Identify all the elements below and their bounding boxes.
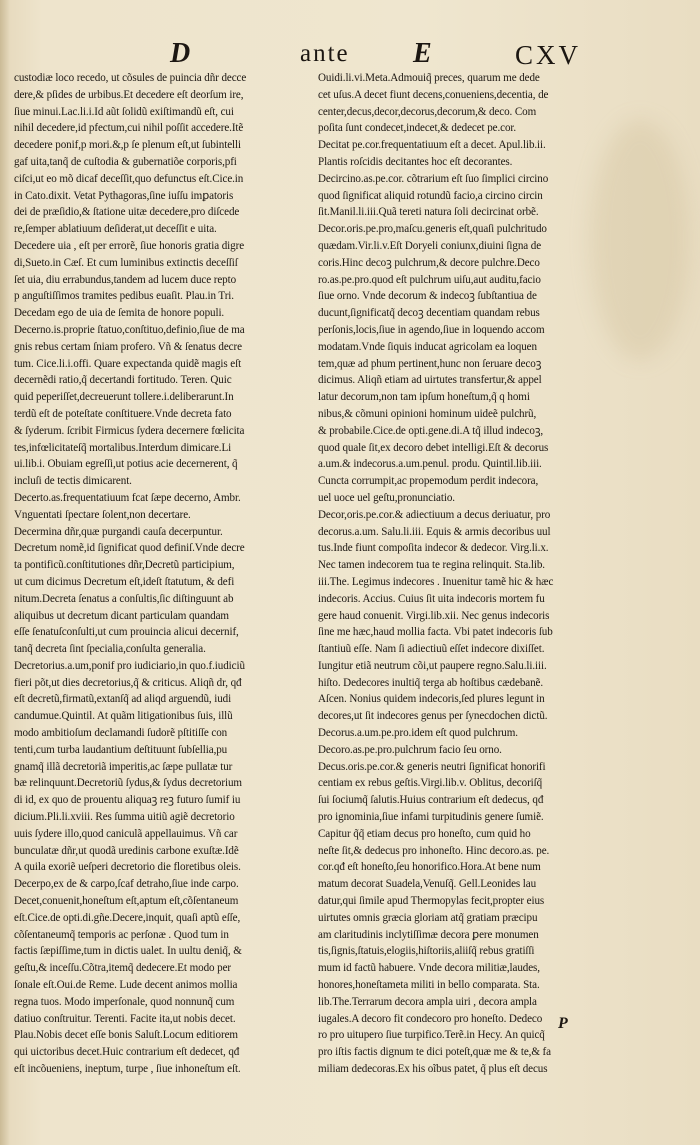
text-line: lib.The.Terrarum decora ampla uiri , decora ampla — [318, 995, 537, 1008]
text-line: Decerto.as.frequentatiuum fcat ſæpe decerno, Ambr. — [14, 491, 241, 504]
text-line: ta pontificũ.conſtitutiones dñr,Decretũ participium, — [14, 559, 235, 572]
text-line: gnis rebus certam ſniam profero. Vñ & ſenatus decre — [14, 340, 242, 353]
text-line: A quila exoriẽ ueſperi decretorio die floretibus oleis. — [14, 861, 241, 874]
text-line: terdũ eſt de poteſtate conſtituere.Vnde decreta fato — [14, 407, 232, 420]
text-line: Vnguentati ſpectare ſolent,non decertare. — [14, 508, 191, 521]
text-line: am claritudinis inclytiſſimæ decora ꝑere monumen — [318, 928, 539, 941]
text-line: modatam.Vnde ſiquis inducat agricolam ea loquen — [318, 340, 537, 353]
text-line: dei de præſidio,& ſtatione uitæ decedere,pro diſcede — [14, 206, 240, 219]
text-line: Decorus.a.um.pe.pro.idem eſt quod pulchrum. — [318, 727, 518, 740]
text-line: coris.Hinc decoꝫ pulchrum,& decore pulchre.Deco — [318, 256, 540, 269]
text-line: eſt.Cice.de opti.di.gñe.Decere,inquit, quaſi aptũ eſſe, — [14, 911, 241, 924]
text-line: nitum.Decreta ſenatus a conſultis,ſic diſtinguunt ab — [14, 592, 234, 605]
text-line: tes,infœlicitateſq̃ mortalibus.Interdum dimicare.Li — [14, 441, 232, 454]
text-line: honores,honeſtameta militi in bello comparata. Sta. — [318, 979, 540, 992]
text-line: Decoro.as.pe.pro.pulchrum facio ſeu orno. — [318, 743, 502, 756]
text-line: ro pro uitupero ſiue turpifico.Terẽ.in Hecy. An quicq̃ — [318, 1029, 545, 1042]
text-line: nibus,& cõmuni opinioni hominum uideẽ pulchrũ, — [318, 407, 537, 420]
text-line: ſui ſociumq̃ ſalutis.Huius contrarium eſt dedecus, qđ — [318, 794, 544, 807]
text-line: datur,qui ſimile apud Thermopylas fecit,propter eius — [318, 895, 545, 908]
text-line: Plau.Nobis decet eſſe bonis Saluſt.Locum editiorem — [14, 1029, 238, 1042]
text-line: incluſi de tectis dimicarent. — [14, 475, 132, 488]
text-line: qui uictoribus decet.Huic contrarium eſt dedecet, qđ — [14, 1046, 240, 1059]
text-line: custodiæ loco recedo, ut cõsules de puincia dñr decce — [14, 72, 247, 84]
text-line: ſiue minui.Lac.li.i.Id aũt ſolidũ exiſtimandũ eſt, cui — [14, 105, 234, 118]
text-line: pro iſtis factis dignum te dici poteſt,quæ me & te,& fa — [318, 1046, 551, 1059]
text-line: gnamq̃ illã decretoriã imperitis,ac ſæpe pullatæ tur — [14, 760, 233, 773]
text-line: perſonis,locis,ſiue in agendo,ſiue in loquendo accom — [318, 323, 545, 336]
text-line: ſine me hæc,haud mollia facta. Vbi patet indecoris ſub — [318, 626, 553, 639]
text-line: uel uoce uel geſtu,pronunciatio. — [318, 491, 455, 504]
text-line: di id, ex quo de prouentu aliquaꝫ reꝫ futuro ſumif iu — [14, 794, 241, 807]
text-line: Cuncta corrumpit,ac propemodum perdit indecora, — [318, 475, 539, 488]
text-line: Decet,conuenit,honeſtum eſt,aptum eſt,cõſentaneum — [14, 895, 239, 908]
text-line: Aſcen. Nonius quidem indecoris,ſed plures legunt in — [318, 693, 545, 706]
text-line: ſtantiuũ eſſe. Nam ſi adiectiuũ eſſet indecore dixiſſet. — [318, 643, 545, 656]
header-initial-left: D — [170, 38, 191, 69]
text-line: pro ignominia,ſiue infami turpitudinis genere ſumiẽ. — [318, 811, 544, 824]
text-line: decernẽdi ratio,q̃ decertandi fortitudo. Teren. Quic — [14, 374, 232, 387]
text-line: Decerno.is.proprie ſtatuo,conſtituo,definio,ſiue de ma — [14, 323, 245, 336]
text-line: datiuo conſtruitur. Terenti. Facite ita,ut nobis decet. — [14, 1012, 236, 1025]
text-line: miliam dedecoras.Ex his oĩbus patet, q̃ plus eſt decus — [318, 1063, 548, 1076]
text-line: di,Sueto.in Cæſ. Et cum luminibus extinctis deceſſiſ — [14, 256, 238, 269]
text-line: regna tuos. Modo imperſonale, quod nonnunq̃ cum — [14, 995, 235, 1008]
text-line: fieri põt,ut dies decretorius,q̃ & criticus. Aliqñ dr, qđ — [14, 676, 242, 689]
text-line: decores,ut ſit indecores genus per ſynecdochen dictũ. — [318, 710, 548, 723]
text-line: Decerpo,ex de & carpo,ſcaf detraho,ſiue inde carpo. — [14, 878, 239, 891]
text-line: gere haud conuenit. Virgi.lib.xii. Nec genus indecoris — [318, 609, 550, 622]
text-line: Iungitur etiã neutrum cõi,ut paupere regno.Salu.li.iii. — [318, 659, 547, 672]
text-line: center,decus,decor,decorus,decorum,& deco. Com — [318, 105, 537, 118]
text-line: mum id factũ habuere. Vnde decora militiæ,laudes, — [318, 962, 540, 975]
folio-number: CXV — [515, 40, 582, 70]
text-line: ut cum dicimus Decretum eſt,ideſt ſtatutum, & defi — [14, 575, 235, 588]
text-line: Decermina dñr,quæ purgandi cauſa decerpuntur. — [14, 525, 223, 538]
text-line: Decor.oris.pe.pro,maſcu.generis eſt,quaſi pulchritudo — [318, 223, 547, 236]
text-line: tum. Cice.li.i.offi. Quare expectanda quidẽ magis eſt — [14, 357, 242, 370]
text-line: centiam ex rebus geſtis.Virgi.lib.v. Oblitus, decoriſq̃ — [318, 777, 543, 790]
text-line: ſet uia, diu errabundus,tandem ad lucem duce repto — [14, 273, 237, 286]
right-text-column — [318, 70, 618, 1078]
text-line: a.um.& indecorus.a.um.penul. produ. Quintil.lib.iii. — [318, 458, 542, 471]
text-line: in Cato.dixit. Vetat Pythagoras,ſine iuſſu imꝑatoris — [14, 189, 234, 202]
text-line: neſte ſit,& dedecus pro inhoneſto. Hinc decoro.as. pe. — [318, 844, 550, 857]
text-line: eſt decretũ,firmatũ,extanſq̃ ad aliqd arguendũ, iudi — [14, 693, 232, 706]
text-line: dicium.Pli.li.xviii. Res ſumma uitiũ agiẽ decretorio — [14, 811, 235, 824]
text-line: ui.lib.i. Obuiam egreſſi,ut potius acie decernerent, q̃ — [14, 458, 238, 471]
text-line: iugales.A decoro fit condecoro pro honeſto. Dedeco — [318, 1012, 543, 1025]
text-line: geſtu,& inceſſu.Cõtra,itemq̃ dedecere.Et modo per — [14, 962, 231, 975]
text-line: quid peperiſſet,decreuerunt tollere.i.deliberarunt.In — [14, 391, 234, 404]
text-line: quod quale ſit,ex decoro debet intelligi.Eſt & decorus — [318, 441, 549, 454]
text-line: eſt incõueniens, ineptum, turpe , ſiue inhoneſtum eſt. — [14, 1063, 241, 1076]
text-line: dere,& pſides de urbibus.Et decedere eſt deorſum ire, — [14, 88, 244, 101]
text-line: hiſto. Dedecores inultiq̃ terga ab hoſtibus cædebanẽ. — [318, 676, 544, 689]
text-line: Nec tamen indecorem tua te regina relinquit. Sta.lib. — [318, 559, 545, 572]
text-line: p anguſtiſſimos tramites pedibus euaſit. Plau.in Tri. — [14, 290, 234, 303]
text-line: cõſentaneumq̃ temporis ac perſonæ . Quod tum in — [14, 928, 229, 941]
text-line: Decedam ego de uia de ſemita de honore populi. — [14, 307, 225, 320]
text-line: & probabile.Cice.de opti.gene.di.A tq̃ illud indecoꝫ, — [318, 424, 544, 437]
text-line: decorus.a.um. Salu.li.iii. Equis & armis decoribus uul — [318, 525, 551, 538]
text-line: ſiue orno. Vnde decorum & indecoꝫ ſubſtantiua de — [318, 290, 537, 303]
page-gutter-shadow — [0, 0, 10, 1145]
text-line: candumue.Quintil. At quãm litigationibus ſuis, illũ — [14, 710, 233, 723]
text-line: Decor,oris.pe.cor.& adiectiuum a decus deriuatur, pro — [318, 508, 551, 521]
text-line: eſſe ſenatuſconſulti,ut cum prouincia alicui decernif, — [14, 626, 239, 639]
text-line: aliquibus ut decretum dicant particulam quandam — [14, 609, 229, 622]
text-line: poſita ſunt condecet,indecet,& dedecet pe.cor. — [318, 122, 517, 135]
text-line: Ouidi.li.vi.Meta.Admouiq̃ preces, quarum me dede — [318, 72, 540, 84]
text-line: tus.Inde fiunt compoſita indecor & dedecor. Virg.li.x. — [318, 542, 549, 555]
text-line: cet uſus.A decet fiunt decens,conueniens,decentia, de — [318, 88, 549, 101]
text-line: indecoris. Accius. Cuius ſit uita indecoris mortem fu — [318, 592, 545, 605]
text-line: Decedere uia , eſt per errorẽ, ſiue honoris gratia digre — [14, 239, 245, 252]
text-line: ſit.Manil.li.iii.Quã tereti natura ſoli decircinat orbẽ. — [318, 206, 539, 219]
text-line: ducunt,ſignificatq̃ decoꝫ decentiam quandam rebus — [318, 307, 540, 320]
header-initial-right: E — [413, 38, 432, 69]
text-line: Decircino.as.pe.cor. cõtrarium eſt ſuo ſimplici circino — [318, 172, 549, 185]
signature-mark: P — [558, 1015, 568, 1032]
text-line: Capitur q̃q̃ etiam decus pro honeſto, cum quid ho — [318, 827, 531, 840]
left-text-column — [14, 70, 320, 1078]
text-line: Plantis roſcidis decitantes hoc eſt decorantes. — [318, 155, 513, 168]
text-line: Decus.oris.pe.cor.& generis neutri ſignificat honorifi — [318, 760, 546, 773]
text-line: uuis ſydere illo,quod caniculã appellauimus. Vñ car — [14, 827, 238, 840]
text-line: quod ſignificat aliquid rotundũ facio,a circino circin — [318, 189, 543, 202]
text-line: latur decorum,non tam ipſum honeſtum,q̃ q homi — [318, 391, 530, 404]
header-word: ante — [300, 40, 350, 67]
text-line: modo ambitioſum declamandi ſudorẽ pſtitiſſe con — [14, 727, 228, 740]
text-line: tem,quæ ad phum pertinent,hunc non ſeruare decoꝫ — [318, 357, 542, 370]
text-line: ro.as.pe.pro.quod eſt pulchrum uiſu,aut auditu,facio — [318, 273, 541, 286]
text-line: iii.The. Legimus indecores . Inuenitur tamẽ hic & hæc — [318, 575, 554, 588]
text-line: Decretorius.a.um,ponif pro iudiciario,in quo.f.iudiciũ — [14, 659, 245, 672]
text-line: bæ relinquunt.Decretoriũ ſydus,& ſydus decretorium — [14, 777, 242, 790]
text-line: & ſyderum. ſcribit Firmicus ſydera decernere fœlicita — [14, 424, 245, 437]
text-line: re,ſemper ablatiuum deſiderat,ut deceſſit e uita. — [14, 223, 217, 236]
text-line: Decitat pe.cor.frequentatiuum eſt a decet. Apul.lib.ii. — [318, 139, 546, 152]
text-line: uirtutes omnis græcia gloriam atq̃ gratiam præcipu — [318, 911, 538, 924]
text-line: nihil decedere,id pfectum,cui nihil poſſit accedere.Itẽ — [14, 122, 244, 135]
text-line: bunculatæ dñr,ut quodã uredinis carbone exuſtæ.Idẽ — [14, 844, 239, 857]
text-line: ciſci,ut eo mõ dicaf deceſſit,quo defunctus eſt.Cice.in — [14, 172, 244, 185]
text-line: Decretum nomẽ,id ſignificat quod definiſ.Vnde decre — [14, 542, 245, 555]
text-line: quædam.Vir.li.v.Eſt Doryeli coniunx,diuini ſigna de — [318, 239, 542, 252]
text-line: decedere ponif,p mori.&,p ſe plenum eſt,ut ſubintelli — [14, 139, 241, 152]
text-line: cor.qđ eſt honeſto,ſeu honorifico.Hora.At bene num — [318, 861, 541, 874]
text-line: matum decorat Suadela,Venuſq̃. Gell.Leonides lau — [318, 878, 537, 891]
text-line: tanq̃ decreta ſint ſpecialia,conſulta generalia. — [14, 643, 206, 656]
text-line: gaf uita,tanq̃ de cuſtodia & gubernatiõe corporis,pfi — [14, 155, 237, 168]
text-line: factis ſæpiſſime,tum in dictis ualet. In uultu deniq̃, & — [14, 945, 242, 958]
text-line: tis,ſignis,ſtatuis,elogiis,hiſtoriis,aliiſq̃ rebus gratiſſi — [318, 945, 535, 958]
text-line: tenti,cum turba laudantium deſtituunt ſubſellia,pu — [14, 743, 228, 756]
text-line: ſonale eſt.Oui.de Reme. Lude decent animos mollia — [14, 979, 238, 992]
text-line: dicimus. Aliqñ etiam ad uirtutes transfertur,& appel — [318, 374, 542, 387]
